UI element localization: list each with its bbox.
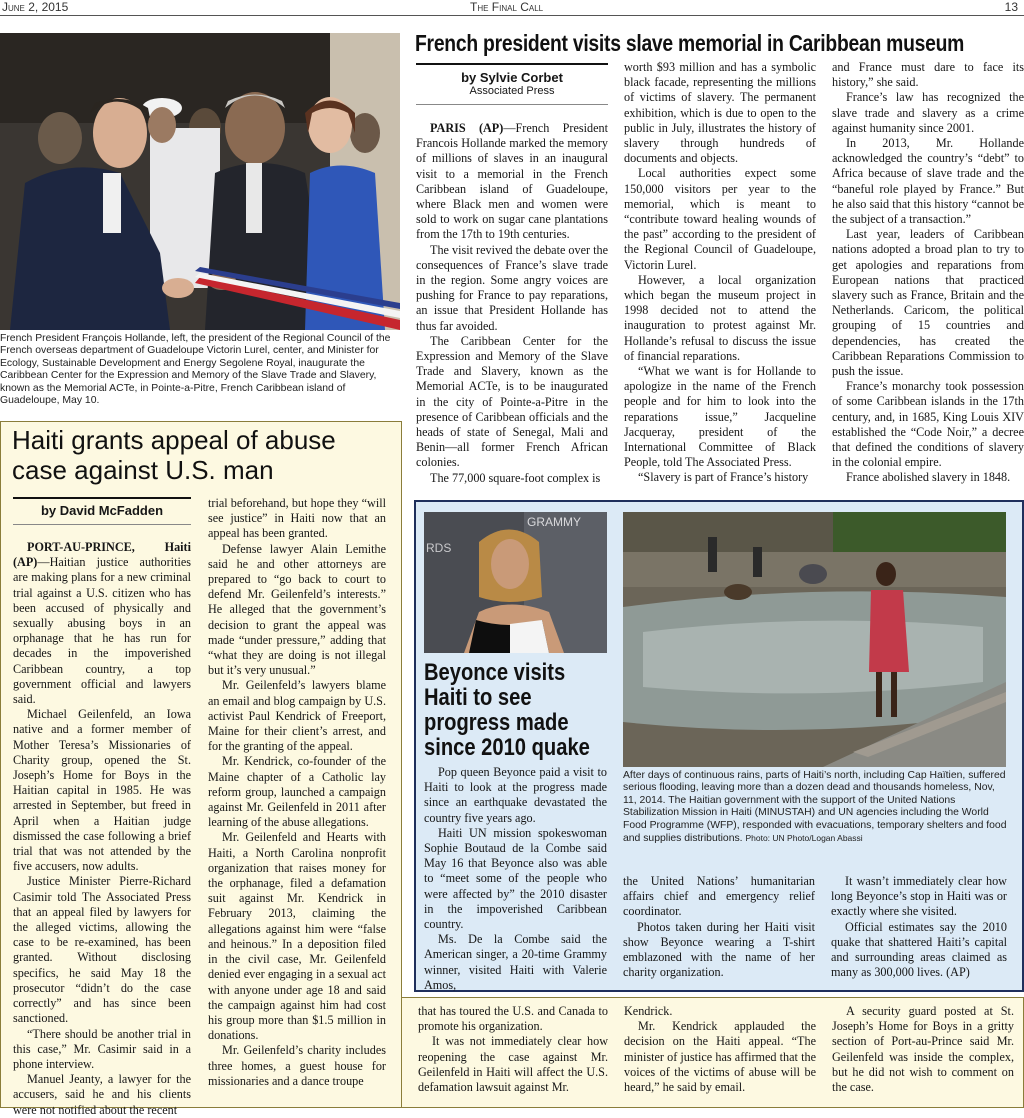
hollande-photo-caption: French President François Hollande, left, the president of the Regional Council of the French overseas department of Guadeloupe Victorin Lurel, center, and Minister for Ecology, Sustainable Development and Energy Segolene Royal, inaugurate the Caribbean Center for the Expression and Memory of the Slave Trade and Slavery, known as the Memorial ACTe, in Pointe-a-Pitre, French Caribbean island of Guadeloupe, May 10.	[0, 333, 391, 407]
story1-headline: French president visits slave memorial in Caribbean museum	[415, 30, 965, 56]
story2-column-2	[208, 496, 386, 1089]
story3-paragraph: Ms. De la Combe said the American singer, a 20-time Grammy winner, visited Haiti with Valerie Amos,	[424, 932, 607, 992]
story3-headline-line: since 2010 quake	[424, 734, 590, 761]
story1-paragraph: “What we want is for Hollande to apologize in the name of the French people and for him to look into the reparations issue,” Jacqueline Jacqueray, president of the International Committee of Black People, told The Associated Press.	[624, 364, 816, 470]
story2-paragraph: Mr. Geilenfeld and Hearts with Haiti, a North Carolina nonprofit organization that raises money for the orphanage, filed a defamation suit against Mr. Kendrick in February 2013, claiming the allegations against him were “false and heinous.” In a deposition filed in the civil case, Mr. Geilenfeld denied ever engaging in a sexual act with anyone under age 18 and said the campaign against him had cost his group more than $1.5 million in donations.	[208, 830, 386, 1043]
story1-agency: Associated Press	[469, 85, 555, 97]
story2-column-4	[624, 1004, 816, 1095]
hollande-ceremony-photo	[0, 33, 400, 330]
story2-paragraph: Mr. Geilenfeld’s lawyers blame an email and blog campaign by U.S. activist Paul Kendrick of Freeport, Maine for their client’s arrest, and for the granting of the appeal.	[208, 678, 386, 754]
story1-paragraph: The visit revived the debate over the consequences of France’s slave trade in the region. Some angry voices are pushing for France to pay reparations, an issue that President Hollande has thus far avoided.	[416, 242, 609, 333]
story1-column-2	[624, 60, 816, 486]
story2-paragraph: Manuel Jeanty, a lawyer for the accusers, said he and his clients were not notified about the recent	[13, 1072, 191, 1117]
story1-paragraph: France abolished slavery in 1848.	[846, 470, 1011, 485]
issue-date: June 2, 2015	[2, 0, 69, 14]
story3-headline-line: progress made	[424, 709, 569, 736]
story2-column-5	[832, 1004, 1014, 1095]
flood-caption-text: After days of continuous rains, parts of Haiti’s north, including Cap Haïtien, suffered serious flooding, leaving more than a dozen dead and thousands homeless, Nov, 11, 2014. The Haitian government with the support of the United Nations Stabilization Mission in Haiti (MINUSTAH) and UN agencies including the World Food Programme (WFP), responded with evacuations, temporary shelters and food and supplies distributions.	[623, 770, 1007, 845]
story1-paragraph: The 77,000 square-foot complex is	[430, 470, 601, 485]
grammy-sign-partial: RDS	[426, 541, 452, 555]
story1-paragraph: In 2013, Mr. Hollande acknowledged the country’s “debt” to Africa because of slave trade and the “baneful role played by France.” But he also said that this history “cannot be the subject of a transaction.”	[832, 136, 1024, 227]
story1-paragraph: —French President Francois Hollande marked the memory of millions of slaves in an inaugural visit to a memorial in the French Caribbean island of Guadeloupe, where Black men and women were sold to work on sugar cane plantations from the 17th to 19th centuries.	[416, 121, 609, 242]
story1-paragraph: However, a local organization which began the museum project in 1998 decided not to attend the inauguration to protest against Mr. Hollande’s refusal to discuss the issue of financial reparations.	[624, 272, 816, 363]
story1-column-3	[832, 60, 1024, 486]
story2-paragraph: Justice Minister Pierre-Richard Casimir told The Associated Press that an appeal filed by lawyers for the alleged victims, allowing the case to be re-examined, has been granted. Without disclosing specifics, he said May 18 the prosecutor “didn’t do the case correctly” and has since been sanctioned.	[13, 874, 191, 1026]
story3-paragraph: Photos taken during her Haiti visit show Beyonce wearing a T-shirt emblazoned with the name of her charity organization.	[623, 919, 815, 980]
story2-dateline: PORT-AU-PRINCE, Haiti (AP)	[13, 540, 191, 570]
story1-paragraph: “Slavery is part of France’s history	[638, 470, 809, 485]
story1-author: by Sylvie Corbet	[461, 70, 563, 85]
story1-paragraph: Last year, leaders of Caribbean nations adopted a broad plan to try to get apologies and reparations from European nations that practiced slavery such as France, Britain and the Netherlands. Caricom, the political grouping of 15 countries and dependencies, has created the Caribbean Reparations Commission to push the issue.	[832, 227, 1024, 379]
flood-photo-caption	[623, 770, 1007, 845]
story3-paragraph: Haiti UN mission spokeswoman Sophie Boutaud de la Combe said May 16 that Beyonce also was able to “meet some of the people who were affected by” the 2010 disaster in the impoverished Caribbean country.	[424, 825, 607, 932]
flood-photo-credit: Photo: UN Photo/Logan Abassi	[745, 833, 863, 844]
story1-headline-box	[415, 30, 1024, 62]
story1-paragraph: and France must dare to face its history,” she said.	[832, 60, 1024, 90]
byline-rule-bottom	[416, 104, 608, 105]
story3-paragraph: Official estimates say the 2010 quake that shattered Haiti’s capital and surrounding areas claimed as many as 300,000 lives. (AP)	[831, 919, 1007, 980]
story3-headline	[424, 660, 614, 760]
story3-paragraph: It wasn’t immediately clear how long Beyonce’s stop in Haiti was or exactly where she visited.	[831, 874, 1007, 919]
story3-headline-line: Haiti to see	[424, 684, 532, 711]
story3-headline-line: Beyonce visits	[424, 659, 566, 686]
story1-column-1	[416, 121, 608, 486]
story2-headline: Haiti grants appeal of abuse case against U.S. man	[12, 425, 336, 485]
story1-dateline: PARIS (AP)	[430, 121, 504, 135]
byline-rule-bottom	[13, 524, 191, 525]
story2-column-1	[13, 540, 191, 1118]
story2-paragraph: Kendrick.	[624, 1004, 673, 1018]
page-number: 13	[1004, 0, 1018, 14]
story2-paragraph: Defense lawyer Alain Lemithe said he and other attorneys are prepared to “go back to court to defend Mr. Geilenfeld’s interests.” He alleged that the government’s decision to grant the appeal was made “under pressure,” adding that “what they are doing is not illegal but it’s very unusual.”	[208, 541, 386, 678]
story2-author: by David McFadden	[40, 503, 164, 518]
story3-column-2	[623, 874, 815, 980]
grammy-sign-text: GRAMMY	[527, 515, 581, 529]
story2-paragraph: It was not immediately clear how reopening the case against Mr. Geilenfeld in Haiti will affect the U.S. defamation lawsuit against Mr.	[418, 1034, 608, 1095]
story2-paragraph: Mr. Kendrick applauded the decision on the Haiti appeal. “The minister of justice has affirmed that the voices of the victims of abuse will be heard,” he said by email.	[624, 1019, 816, 1095]
story2-paragraph: Mr. Geilenfeld’s charity includes three homes, a guest house for missionaries and a dance troupe	[208, 1043, 386, 1088]
newspaper-name: The Final Call	[470, 0, 544, 14]
byline-rule-top	[13, 497, 191, 499]
story3-column-3	[831, 874, 1007, 980]
story2-paragraph: that has toured the U.S. and Canada to promote his organization.	[418, 1004, 608, 1034]
story1-paragraph: worth $93 million and has a symbolic black facade, representing the millions of victims of slavery. The permanent exhibition, which is due to open to the public in July, illustrates the history of slavery through hundreds of documents and objects.	[624, 60, 816, 166]
story2-paragraph: Michael Geilenfeld, an Iowa native and a former member of Mother Teresa’s Missionaries of Charity group, opened the St. Joseph’s Home for Boys in the Haitian capital in 1985. He was arrested in September, but freed in April when a Haitian judge dismissed the case following a brief trial that was not attended by the five accusers, now adults.	[13, 707, 191, 874]
story3-paragraph: Pop queen Beyonce paid a visit to Haiti to look at the progress made since an earthquake devastated the country five years ago.	[424, 765, 607, 825]
haiti-flood-photo	[623, 512, 1006, 767]
beyonce-photo	[424, 512, 607, 653]
story2-byline	[13, 503, 191, 518]
story1-paragraph: France’s law has recognized the slave trade and slavery as a crime against humanity since 2001.	[832, 90, 1024, 135]
story1-paragraph: The Caribbean Center for the Expression and Memory of the Slave Trade and Slavery, known as the Memorial ACTe, is to be inaugurated in the city of Pointe-a-Pitre in the presence of Caribbean officials and the heads of state of Senegal, Mali and Benin—all former French African colonies.	[416, 333, 608, 470]
story1-paragraph: Local authorities expect some 150,000 visitors per year to the memorial, which is meant to “contribute toward healing wounds of the past” according to the president of the Regional Council of Guadeloupe, Victorin Lurel.	[624, 166, 816, 272]
story2-paragraph: “There should be another trial in this case,” Mr. Casimir said in a phone interview.	[13, 1026, 191, 1071]
story2-paragraph: trial beforehand, but hope they “will see justice” in Haiti now that an appeal has been granted.	[208, 496, 386, 541]
story2-paragraph: Mr. Kendrick, co-founder of the Maine chapter of a Catholic lay reform group, launched a campaign against Mr. Geilenfeld in 2011 after learning of the abuse allegations.	[208, 754, 386, 830]
story1-byline	[416, 70, 608, 97]
story3-paragraph: the United Nations’ humanitarian affairs chief and emergency relief coordinator.	[623, 874, 815, 919]
story3-column-1	[424, 765, 607, 993]
story1-paragraph: France’s monarchy took possession of some Caribbean islands in the 17th century, and, in 1685, King Louis XIV established the “Code Noir,” a decree that defined the conditions of slavery in the colonial empire.	[832, 379, 1024, 470]
story2-column-3	[418, 1004, 608, 1095]
story2-paragraph: A security guard posted at St. Joseph’s Home for Boys in a gritty section of Port-au-Prince said Mr. Geilenfeld was inside the complex, but he did not wish to comment on the case.	[832, 1004, 1014, 1095]
page-header	[0, 0, 1024, 16]
byline-rule-top	[416, 63, 608, 65]
story2-paragraph: —Haitian justice authorities are making plans for a new criminal trial against a U.S. citizen who has been accused of physically and sexually abusing boys in an orphanage that he has run for decades in the impoverished Caribbean country, a top government official and lawyers said.	[13, 555, 191, 707]
